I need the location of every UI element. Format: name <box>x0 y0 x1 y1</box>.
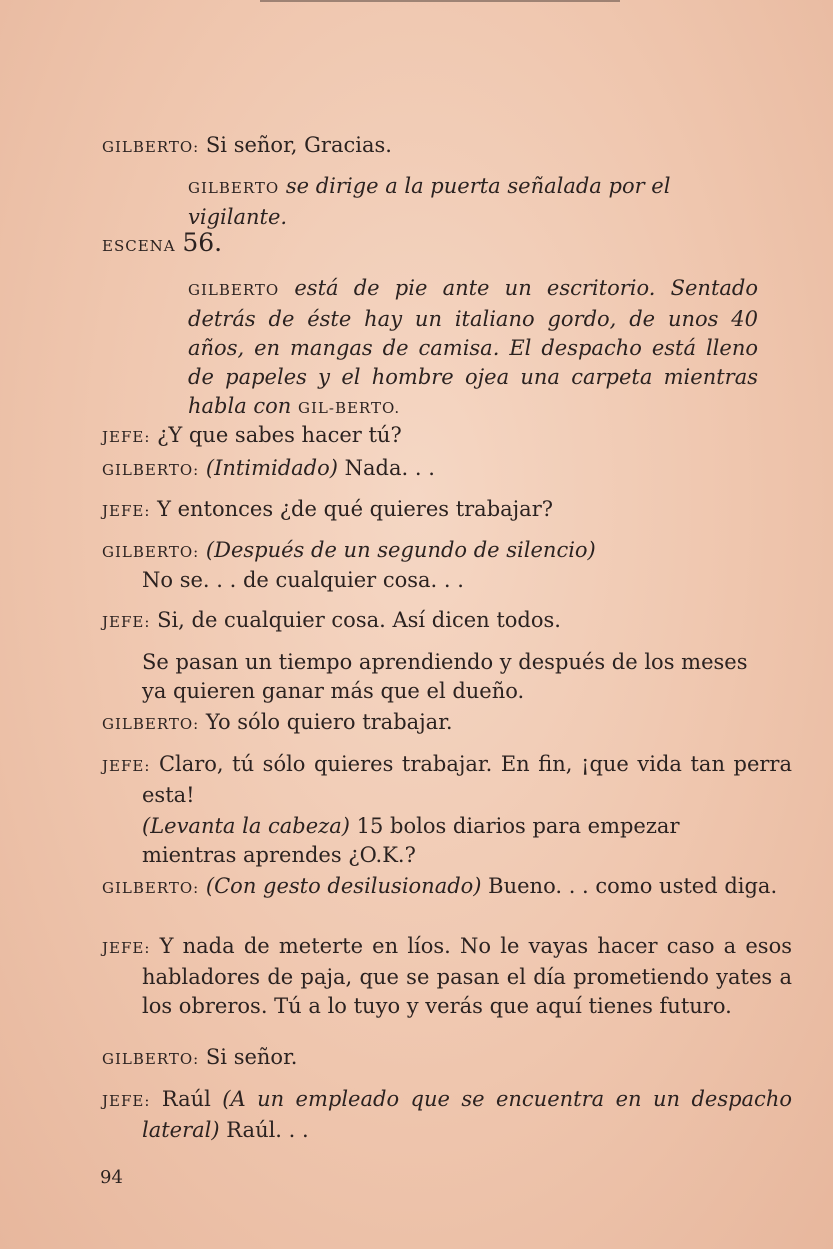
dialogue-text: Yo sólo quiero trabajar. <box>205 710 453 734</box>
parenthetical: (Después de un segundo de silencio) <box>205 538 596 562</box>
character-name: GILBERTO <box>188 179 280 197</box>
dialogue-line <box>102 708 752 739</box>
stage-direction-block <box>188 274 758 423</box>
parenthetical: (Con gesto desilusionado) <box>205 874 482 898</box>
dialogue-text: Si señor. <box>205 1045 298 1069</box>
dialogue-text: Si señor, Gracias. <box>205 133 392 157</box>
dialogue-text: ¿Y que sabes hacer tú? <box>157 423 402 447</box>
speaker-name: JEFE: <box>102 757 151 775</box>
dialogue-text: Bueno. . . como usted diga. <box>481 874 778 898</box>
dialogue-text-end: Raúl. . . <box>219 1118 309 1142</box>
character-name-end: GIL-BERTO. <box>298 399 401 417</box>
dialogue-line <box>102 872 792 903</box>
dialogue-line <box>102 606 752 637</box>
dialogue-line <box>102 932 792 1021</box>
stage-text: está de pie ante un escritorio. Sentado detrás de éste hay un italiano gordo, de unos 40 años, en mangas de camisa. El despacho está lleno de papeles y el hombre ojea una carpeta mientras habla con <box>188 276 758 418</box>
dialogue-line <box>102 1043 752 1074</box>
speaker-name: JEFE: <box>102 613 151 631</box>
speaker-name: JEFE: <box>102 1092 151 1110</box>
dialogue-continuation <box>142 812 752 870</box>
parenthetical: (Intimidado) <box>205 456 338 480</box>
page-number: 94 <box>100 1167 123 1188</box>
speaker-name: GILBERTO: <box>102 1050 200 1068</box>
character-name: GILBERTO <box>188 281 280 299</box>
speaker-name: GILBERTO: <box>102 879 200 897</box>
speaker-name: GILBERTO: <box>102 543 200 561</box>
dialogue-text: Nada. . . <box>337 456 435 480</box>
dialogue-text: Y entonces ¿de qué quieres trabajar? <box>157 497 553 521</box>
stage-text: se dirige a la puerta señalada por el vigilante. <box>188 174 671 229</box>
dialogue-line <box>102 1085 792 1145</box>
dialogue-line <box>102 421 752 452</box>
dialogue-text: Y nada de meterte en líos. No le vayas hacer caso a esos habladores de paja, que se pasan el día prometiendo yates a los obreros. Tú a lo tuyo y verás que aquí tienes futuro. <box>142 934 792 1018</box>
dialogue-line <box>102 536 752 567</box>
speaker-name: GILBERTO: <box>102 138 200 156</box>
speaker-name: JEFE: <box>102 428 151 446</box>
dialogue-text: Si, de cualquier cosa. Así dicen todos. <box>157 608 561 632</box>
speaker-name: JEFE: <box>102 502 151 520</box>
dialogue-line <box>102 454 752 485</box>
scene-number: 56. <box>182 228 223 257</box>
top-edge-line <box>260 0 620 2</box>
scene-label: ESCENA <box>102 237 176 255</box>
dialogue-continuation: Se pasan un tiempo aprendiendo y después de los meses ya quieren ganar más que el dueño. <box>142 650 748 703</box>
scene-heading <box>102 228 752 261</box>
parenthetical: (Levanta la cabeza) <box>142 814 350 838</box>
parenthetical: (A un empleado que se encuentra en un despacho lateral) <box>142 1087 792 1142</box>
dialogue-line <box>102 750 792 810</box>
dialogue-line <box>102 131 752 162</box>
dialogue-text: Claro, tú sólo quieres trabajar. En fin, ¡que vida tan perra esta! <box>142 752 792 807</box>
dialogue-text: 15 bolos diarios para empezar mientras aprendes ¿O.K.? <box>142 814 680 867</box>
stage-direction <box>188 172 758 232</box>
dialogue-line <box>102 495 752 526</box>
dialogue-continuation: No se. . . de cualquier cosa. . . <box>142 568 464 592</box>
speaker-name: GILBERTO: <box>102 461 200 479</box>
dialogue-text: Raúl <box>161 1087 223 1111</box>
speaker-name: GILBERTO: <box>102 715 200 733</box>
speaker-name: JEFE: <box>102 939 151 957</box>
